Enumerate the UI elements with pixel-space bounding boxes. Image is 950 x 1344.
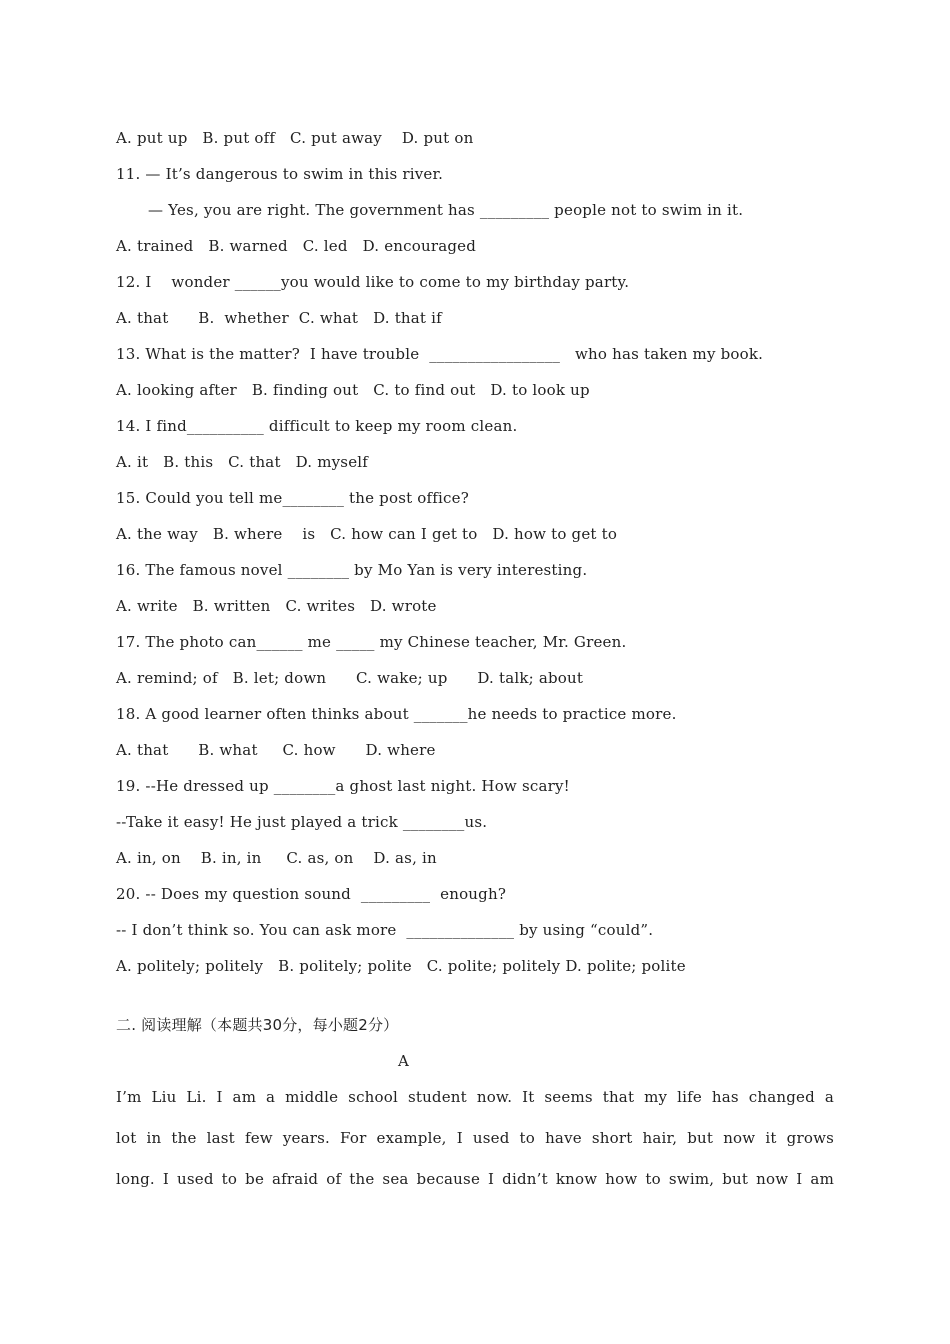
- question-16: 16. The famous novel ________ by Mo Yan is very interesting.: [116, 561, 588, 579]
- option-line-q14: A. it B. this C. that D. myself: [116, 453, 369, 471]
- passage-label: A: [398, 1052, 410, 1070]
- question-12: 12. I wonder ______you would like to come to my birthday party.: [116, 273, 630, 291]
- question-19: 19. --He dressed up ________a ghost last night. How scary!: [116, 777, 570, 795]
- option-line-q20: A. politely; politely B. politely; polite C. polite; politely D. polite; polite: [116, 957, 686, 975]
- question-20: 20. -- Does my question sound _________ enough?: [116, 885, 507, 903]
- question-13: 13. What is the matter? I have trouble _________________ who has taken my book.: [116, 345, 764, 363]
- option-line-q12: A. that B. whether C. what D. that if: [116, 309, 442, 327]
- question-11: 11. — It’s dangerous to swim in this river.: [116, 165, 444, 183]
- section-heading: 二. 阅读理解（本题共30分，每小题2分）: [116, 1016, 399, 1034]
- question-19-reply: --Take it easy! He just played a trick ________us.: [116, 813, 488, 831]
- option-line-q15: A. the way B. where is C. how can I get to D. how to get to: [116, 525, 618, 543]
- option-line-q16: A. write B. written C. writes D. wrote: [116, 597, 437, 615]
- option-line-q13: A. looking after B. finding out C. to find out D. to look up: [116, 381, 590, 399]
- passage-line-3: long. I used to be afraid of the sea because I didn’t know how to swim, but now I am: [116, 1170, 834, 1188]
- passage-line-1: I’m Liu Li. I am a middle school student now. It seems that my life has changed a: [116, 1088, 834, 1106]
- question-17: 17. The photo can______ me _____ my Chinese teacher, Mr. Green.: [116, 633, 627, 651]
- option-line-q10: A. put up B. put off C. put away D. put on: [116, 129, 474, 147]
- question-15: 15. Could you tell me________ the post office?: [116, 489, 469, 507]
- option-line-q18: A. that B. what C. how D. where: [116, 741, 436, 759]
- passage-line-2: lot in the last few years. For example, I used to have short hair, but now it grows: [116, 1129, 834, 1147]
- option-line-q17: A. remind; of B. let; down C. wake; up D. talk; about: [116, 669, 584, 687]
- option-line-q19: A. in, on B. in, in C. as, on D. as, in: [116, 849, 437, 867]
- question-18: 18. A good learner often thinks about _______he needs to practice more.: [116, 705, 677, 723]
- option-line-q11: A. trained B. warned C. led D. encouraged: [116, 237, 477, 255]
- question-11-reply: — Yes, you are right. The government has _________ people not to swim in it.: [148, 201, 744, 219]
- question-20-reply: -- I don’t think so. You can ask more ______________ by using “could”.: [116, 921, 654, 939]
- question-14: 14. I find__________ difficult to keep my room clean.: [116, 417, 518, 435]
